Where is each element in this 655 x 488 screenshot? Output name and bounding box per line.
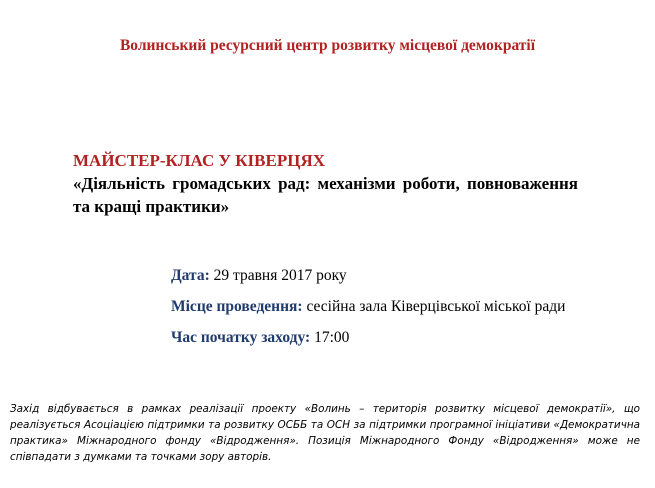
date-row [171, 267, 631, 298]
event-title: МАЙСТЕР-КЛАС У КІВЕРЦЯХ [73, 151, 326, 170]
time-value: 17:00 [310, 329, 350, 346]
organization-header: Волинський ресурсний центр розвитку місцевої демократії [119, 37, 536, 54]
project-disclaimer: Захід відбувається в рамках реалізації проекту «Волинь – територія розвитку місцевої демократії», що реалізується Асоціацією підтримки та розвитку ОСББ та ОСН за підтримки програмної ініціативи «Демократична практика» Міжнародного фонду «Відродження». Позиція Міжнародного Фонду «Відродження» може не співпадати з думками та точками зору авторів. [10, 403, 640, 463]
venue-label: Місце проведення: [171, 298, 303, 315]
time-row [171, 329, 631, 360]
event-block [73, 150, 578, 218]
venue-row [171, 298, 631, 329]
date-value: 29 травня 2017 року [209, 267, 347, 284]
event-details [171, 267, 631, 360]
event-subtitle: «Діяльність громадських рад: механізми роботи, повноваження та кращі практики» [73, 174, 578, 216]
time-label: Час початку заходу: [171, 329, 311, 346]
date-label: Дата: [171, 267, 210, 284]
venue-value: сесійна зала Ківерцівської міської ради [302, 298, 566, 315]
